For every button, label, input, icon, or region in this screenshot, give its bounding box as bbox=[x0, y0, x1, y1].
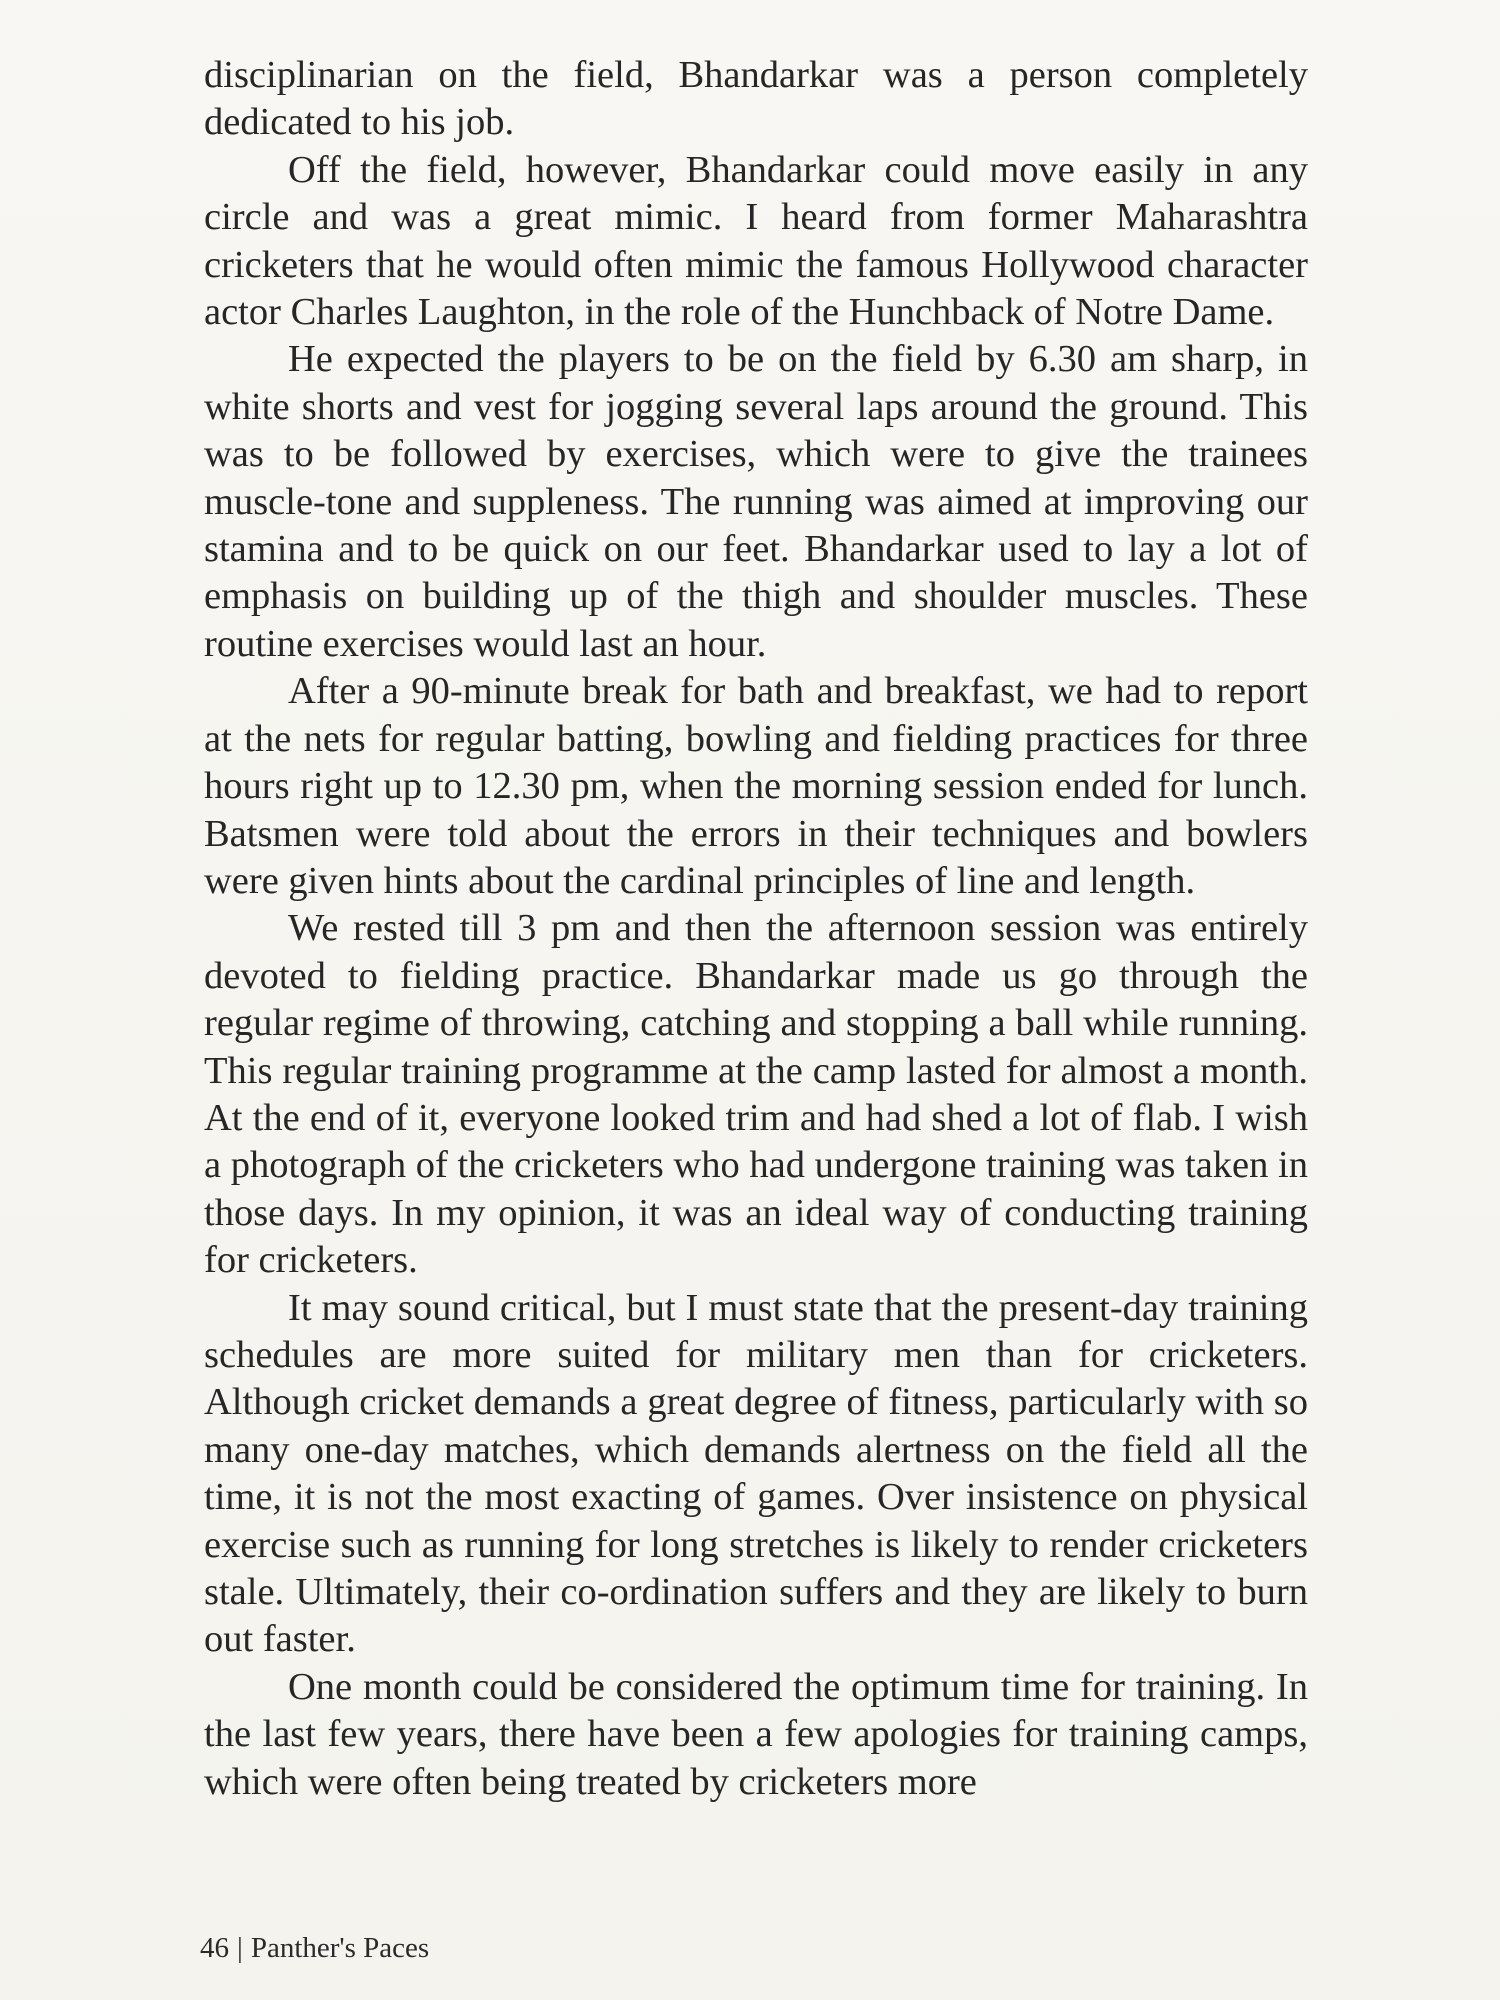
paragraph-1: disciplinarian on the field, Bhandarkar was a person completely dedicated to his job. bbox=[204, 54, 1308, 144]
page-footer bbox=[200, 1932, 429, 1965]
book-title: Panther's Paces bbox=[250, 1932, 430, 1964]
paragraph-3: He expected the players to be on the field by 6.30 am sharp, in white shorts and vest for jogging several laps around the ground. This was to be followed by exercises, which were to give the trainees muscle-tone and suppleness. The running was aimed at improving our stamina and to be quick on our feet. Bhandarkar used to lay a lot of emphasis on building up of the thigh and shoulder muscles. These routine exercises would last an hour. bbox=[204, 338, 1308, 665]
paragraph-7: One month could be considered the optimum time for training. In the last few years, there have been a few apologies for training camps, which were often being treated by cricketers more bbox=[204, 1665, 1308, 1803]
paragraph-4: After a 90-minute break for bath and breakfast, we had to report at the nets for regular batting, bowling and fielding practices for three hours right up to 12.30 pm, when the morning session ended for lunch. Batsmen were told about the errors in their techniques and bowlers were given hints about the cardinal principles of line and length. bbox=[204, 670, 1308, 902]
body-text bbox=[204, 52, 1308, 1806]
paragraph-2: Off the field, however, Bhandarkar could move easily in any circle and was a great mimic. I heard from former Maharashtra cricketers that he would often mimic the famous Hollywood character actor Charles Laughton, in the role of the Hunchback of Notre Dame. bbox=[204, 148, 1308, 334]
paragraph-6: It may sound critical, but I must state that the present-day training schedules are more suited for military men than for cricketers. Although cricket demands a great degree of fitness, particularly with so many one-day matches, which demands alertness on the field all the time, it is not the most exacting of games. Over insistence on physical exercise such as running for long stretches is likely to render cricketers stale. Ultimately, their co-ordination suffers and they are likely to burn out faster. bbox=[204, 1286, 1308, 1661]
paragraph-5: We rested till 3 pm and then the afternoon session was entirely devoted to fielding practice. Bhandarkar made us go through the regular regime of throwing, catching and stopping a ball while running. This regular training programme at the camp lasted for almost a month. At the end of it, everyone looked trim and had shed a lot of flab. I wish a photograph of the cricketers who had undergone training was taken in those days. In my opinion, it was an ideal way of conducting training for cricketers. bbox=[204, 907, 1308, 1282]
footer-separator: | bbox=[237, 1932, 243, 1964]
page-number: 46 bbox=[200, 1932, 229, 1964]
